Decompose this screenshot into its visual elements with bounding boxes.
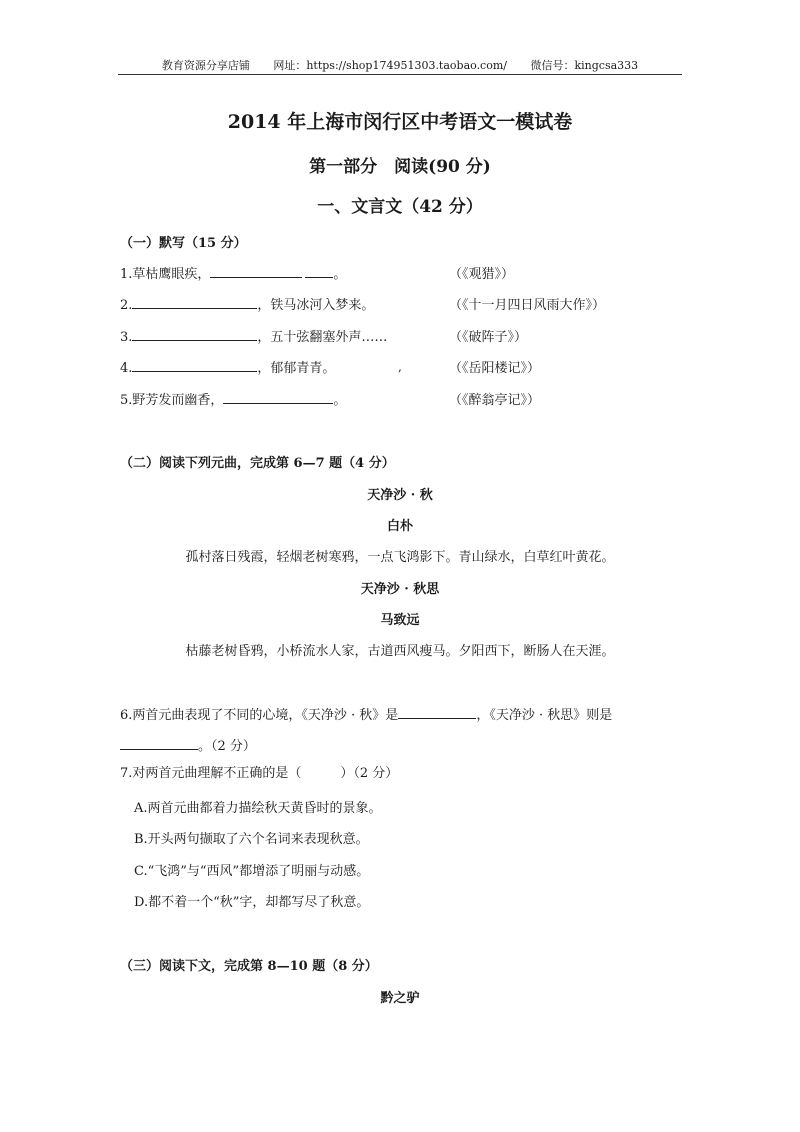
page-header <box>0 57 800 73</box>
subsection-dictation: （一）默写（15 分） <box>120 236 247 251</box>
question-7: 7.对两首元曲理解不正确的是（ ）（2 分） <box>120 766 399 781</box>
poem-1-text: 孤村落日残霞，轻烟老树寒鸦，一点飞鸿影下。青山绿水，白草红叶黄花。 <box>185 550 615 565</box>
question-6-part-b: ，《天净沙 · 秋思》则是 <box>476 708 613 723</box>
question-6-cont <box>120 735 256 754</box>
answer-blank[interactable] <box>120 736 198 750</box>
header-divider <box>118 74 682 75</box>
question-3-text: ，五十弦翻塞外声…… <box>257 330 388 345</box>
source-1: （《观猎》） <box>449 267 515 282</box>
question-3 <box>120 326 387 345</box>
header-shop: 教育资源分享店铺 <box>161 59 250 72</box>
question-4 <box>120 357 335 376</box>
section-heading: 一、文言文（42 分） <box>317 197 483 217</box>
answer-blank[interactable] <box>305 264 333 278</box>
question-6-part-c: 。（2 分） <box>198 739 256 754</box>
option-b[interactable]: B.开头两句撷取了六个名词来表现秋意。 <box>134 832 369 847</box>
poem-2-title: 天净沙 · 秋思 <box>360 582 440 597</box>
source-2: （《十一月四日风雨大作》） <box>449 298 606 313</box>
question-6-part-a: 6.两首元曲表现了不同的心境，《天净沙 · 秋》是 <box>120 708 399 723</box>
subsection-yuanqu: （二）阅读下列元曲，完成第 6—7 题（4 分） <box>120 456 395 471</box>
header-url[interactable]: 网址：https://shop174951303.taobao.com/ <box>273 59 507 72</box>
question-1 <box>120 263 346 282</box>
header-wechat: 微信号：kingcsa333 <box>530 59 639 72</box>
source-3: （《破阵子》） <box>449 330 528 345</box>
part-heading: 第一部分 阅读(90 分) <box>309 157 491 177</box>
question-5-end: 。 <box>333 393 347 408</box>
answer-blank[interactable] <box>132 358 257 372</box>
poem-1-author: 白朴 <box>386 519 413 534</box>
question-1-text: 1.草枯鹰眼疾， <box>120 267 211 282</box>
option-c[interactable]: C.“飞鸿”与“西风”都增添了明丽与动感。 <box>134 864 370 879</box>
source-4: （《岳阳楼记》） <box>449 361 541 376</box>
question-6 <box>120 704 612 723</box>
stray-mark: , <box>398 360 402 374</box>
question-1-end: 。 <box>333 267 347 282</box>
poem-2-text: 枯藤老树昏鸦，小桥流水人家，古道西风瘦马。夕阳西下，断肠人在天涯。 <box>185 644 615 659</box>
answer-blank[interactable] <box>223 390 333 404</box>
question-4-num: 4. <box>120 361 133 376</box>
question-3-num: 3. <box>120 330 133 345</box>
question-2-num: 2. <box>120 298 133 313</box>
question-5-text: 5.野芳发而幽香， <box>120 393 224 408</box>
answer-blank[interactable] <box>398 705 476 719</box>
question-2 <box>120 294 374 313</box>
question-2-text: ，铁马冰河入梦来。 <box>257 298 375 313</box>
text-3-title: 黔之驴 <box>380 991 420 1006</box>
poem-1-title: 天净沙 · 秋 <box>367 488 433 503</box>
answer-blank[interactable] <box>132 327 257 341</box>
answer-blank[interactable] <box>132 295 257 309</box>
option-a[interactable]: A.两首元曲都着力描绘秋天黄昏时的景象。 <box>134 801 382 816</box>
question-4-text: ，郁郁青青。 <box>257 361 336 376</box>
answer-blank[interactable] <box>210 264 302 278</box>
poem-2-author: 马致远 <box>380 613 420 628</box>
exam-title: 2014 年上海市闵行区中考语文一模试卷 <box>227 111 573 133</box>
source-5: （《醉翁亭记》） <box>449 393 541 408</box>
subsection-reading: （三）阅读下文，完成第 8—10 题（8 分） <box>120 959 378 974</box>
option-d[interactable]: D.都不着一个“秋”字，却都写尽了秋意。 <box>134 895 370 910</box>
question-5 <box>120 389 346 408</box>
